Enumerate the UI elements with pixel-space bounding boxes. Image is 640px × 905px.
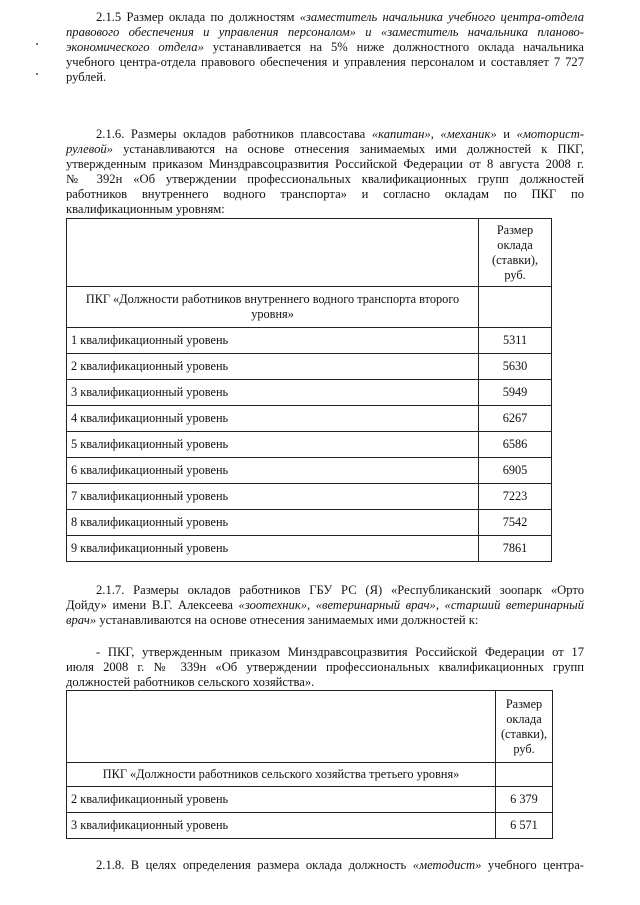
scan-speck	[36, 43, 38, 45]
salary-table-agriculture	[66, 690, 553, 839]
table-row	[67, 484, 552, 510]
position-title: врач»	[66, 613, 97, 627]
text: и	[355, 25, 381, 39]
table-cell-level: 7 квалификационный уровень	[67, 484, 479, 510]
text: июля 2008 г. № 339н «Об утверждении профессиональных квалификационных групп	[66, 660, 584, 674]
table-cell-level: 8 квалификационный уровень	[67, 510, 479, 536]
table-row	[67, 354, 552, 380]
position-title: «зоотехник», «ветеринарный врач»	[238, 598, 436, 612]
table-header-salary: Размер оклада (ставки), руб.	[479, 219, 552, 287]
text: и	[496, 127, 517, 141]
paragraph-2-1-8	[66, 858, 584, 873]
table-cell-value: 5630	[479, 354, 552, 380]
table-cell-value: 5949	[479, 380, 552, 406]
salary-table-water-transport	[66, 218, 552, 562]
table-header-row	[67, 219, 552, 287]
text: учебного центра-	[481, 858, 584, 872]
table-group-title: ПКГ «Должности работников внутреннего водного транспорта второго уровня»	[67, 287, 479, 328]
table-cell-level: 2 квалификационный уровень	[67, 787, 496, 813]
table-group-row	[67, 763, 553, 787]
table-cell-level: 5 квалификационный уровень	[67, 432, 479, 458]
table-cell-level: 2 квалификационный уровень	[67, 354, 479, 380]
paragraph-pkg-agriculture	[66, 645, 584, 690]
position-title: «моторист-	[516, 127, 585, 141]
table-row	[67, 328, 552, 354]
position-title: «заместитель начальника планово-	[380, 25, 584, 39]
position-title: рулевой»	[66, 142, 113, 156]
text: квалификационным уровням:	[66, 202, 225, 216]
table-row	[67, 536, 552, 562]
text: должностей работников сельского хозяйства».	[66, 675, 315, 689]
table-group-row	[67, 287, 552, 328]
paragraph-2-1-7	[66, 583, 584, 628]
table-row	[67, 813, 553, 839]
table-cell-value: 6905	[479, 458, 552, 484]
text: устанавливается на 5% ниже должностного оклада начальника	[203, 40, 584, 54]
table-group-empty	[496, 763, 553, 787]
table-header-row	[67, 691, 553, 763]
text: учебного центра-отдела правового обеспечения и управления персоналом и составляет 7 727	[66, 55, 584, 69]
position-title: «старший ветеринарный	[444, 598, 585, 612]
position-title: «механик»	[440, 127, 497, 141]
table-cell-value: 6267	[479, 406, 552, 432]
text: 2.1.6. Размеры окладов работников плавсостава	[96, 127, 372, 141]
table-row	[67, 458, 552, 484]
text: - ПКГ, утвержденным приказом Минздравсоцразвития Российской Федерации от 17	[96, 645, 584, 659]
table-cell-value: 7223	[479, 484, 552, 510]
table-cell-level: 3 квалификационный уровень	[67, 380, 479, 406]
table-cell-level: 6 квалификационный уровень	[67, 458, 479, 484]
paragraph-2-1-6	[66, 127, 584, 217]
table-cell-level: 1 квалификационный уровень	[67, 328, 479, 354]
text: ,	[435, 598, 445, 612]
scan-speck	[36, 73, 38, 75]
text: рублей.	[66, 70, 107, 84]
text: 2.1.7. Размеры окладов работников ГБУ РС (Я) «Республиканский зоопарк «Орто	[96, 583, 584, 597]
table-row	[67, 406, 552, 432]
position-title: «капитан»	[371, 127, 431, 141]
table-header-salary: Размер оклада (ставки), руб.	[496, 691, 553, 763]
table-row	[67, 432, 552, 458]
text: устанавливаются на основе отнесения занимаемых ими должностей к:	[96, 613, 479, 627]
table-cell-level: 3 квалификационный уровень	[67, 813, 496, 839]
table-group-empty	[479, 287, 552, 328]
table-cell-value: 7542	[479, 510, 552, 536]
table-cell-value: 7861	[479, 536, 552, 562]
paragraph-2-1-5	[66, 10, 584, 85]
table-cell-level: 9 квалификационный уровень	[67, 536, 479, 562]
table-cell-value: 6 571	[496, 813, 553, 839]
table-cell-value: 6586	[479, 432, 552, 458]
text: устанавливаются на основе отнесения занимаемых ими должностей к ПКГ,	[112, 142, 584, 156]
text: Дойду» имени В.Г. Алексеева	[66, 598, 239, 612]
position-title: «методист»	[412, 858, 482, 872]
text: утвержденным приказом Минздравсоцразвития Российской Федерации от 8 августа 2008 г.	[66, 157, 584, 171]
table-header-empty	[67, 219, 479, 287]
text: работников внутреннего водного транспорта» и согласно окладам по ПКГ по	[66, 187, 584, 201]
text: ,	[430, 127, 441, 141]
position-title: экономического отдела»	[66, 40, 204, 54]
table-row	[67, 510, 552, 536]
table-row	[67, 380, 552, 406]
position-title: правового обеспечения и управления персоналом»	[66, 25, 356, 39]
table-cell-level: 4 квалификационный уровень	[67, 406, 479, 432]
text: № 392н «Об утверждении профессиональных квалификационных групп должностей	[66, 172, 584, 186]
table-group-title: ПКГ «Должности работников сельского хозяйства третьего уровня»	[67, 763, 496, 787]
text: 2.1.5 Размер оклада по должностям	[96, 10, 300, 24]
position-title: «заместитель начальника учебного центра-отдела	[299, 10, 584, 24]
table-cell-value: 5311	[479, 328, 552, 354]
text: 2.1.8. В целях определения размера оклада должность	[96, 858, 413, 872]
table-cell-value: 6 379	[496, 787, 553, 813]
table-row	[67, 787, 553, 813]
table-header-empty	[67, 691, 496, 763]
